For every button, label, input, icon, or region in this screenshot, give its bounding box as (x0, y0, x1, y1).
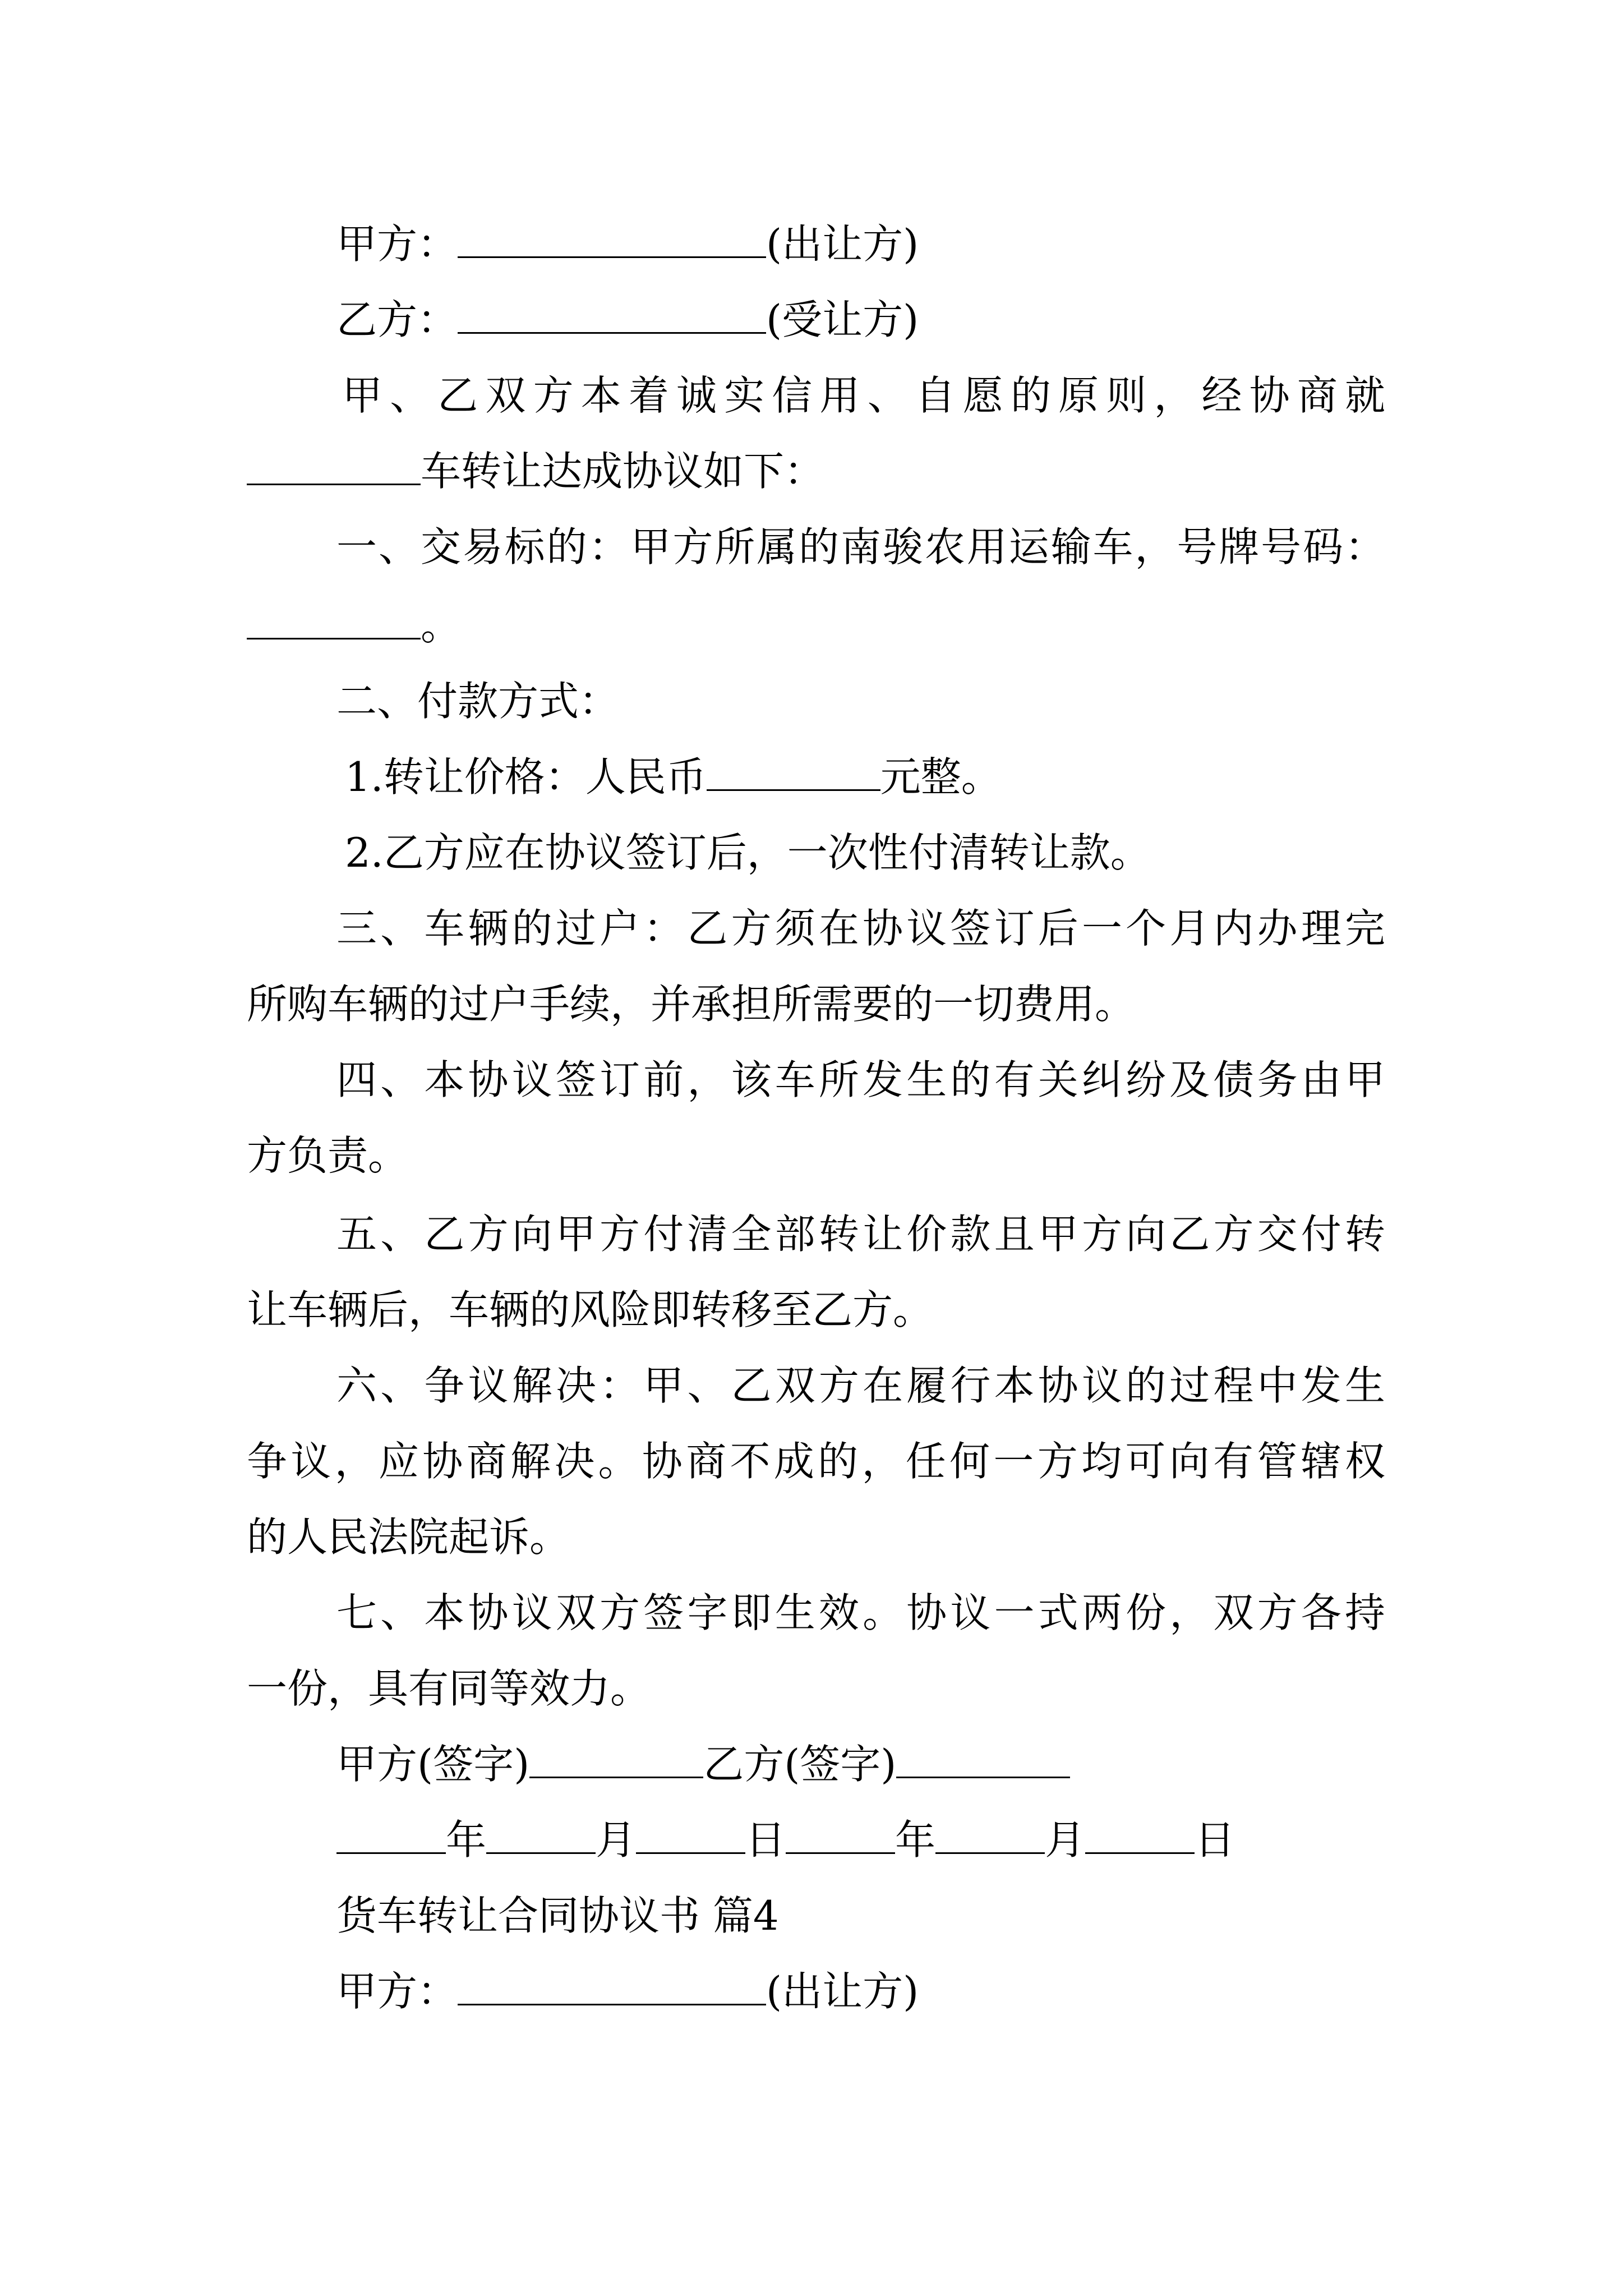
party-a-label: 甲方： (336, 220, 458, 268)
clause-6-line-2: 争议，应协商解决。协商不成的，任何一方均可向有管辖权 (247, 1438, 1385, 1485)
day-a-blank (636, 1815, 745, 1854)
party-b-blank (458, 295, 766, 334)
clause-2-1-suffix: 元整。 (880, 753, 1002, 800)
intro-line-1: 甲、乙双方本着诚实信用、自愿的原则，经协商就 (342, 372, 1385, 419)
clause-1-line-2 (247, 597, 461, 654)
clause-6-line-1: 六、争议解决：甲、乙双方在履行本协议的过程中发生 (336, 1362, 1385, 1409)
party-a-role: (出让方) (766, 220, 919, 268)
day-b-blank (1085, 1815, 1195, 1854)
clause-6-line-3: 的人民法院起诉。 (247, 1513, 570, 1561)
party-b-line (336, 292, 919, 348)
party-a-line (336, 216, 919, 272)
party-b-label: 乙方： (336, 296, 458, 343)
clause-2-1-line (345, 749, 1002, 805)
next-party-a-role: (出让方) (766, 1968, 919, 2015)
next-section-title: 货车转让合同协议书 篇4 (336, 1892, 779, 1939)
sign-b-label: 乙方(签字) (703, 1741, 897, 1788)
next-party-a-label: 甲方： (336, 1968, 458, 2015)
clause-2-title: 二、付款方式： (336, 678, 620, 725)
year-a-label: 年 (446, 1816, 487, 1864)
price-blank (707, 752, 880, 791)
clause-5-line-2: 让车辆后，车辆的风险即转移至乙方。 (247, 1286, 934, 1333)
clause-3-line-1: 三、车辆的过户：乙方须在协议签订后一个月内办理完 (336, 905, 1385, 952)
clause-1-line-1: 一、交易标的：甲方所属的南骏农用运输车，号牌号码： (336, 523, 1385, 570)
sign-a-blank (529, 1740, 703, 1778)
month-a-blank (486, 1815, 596, 1854)
day-b-label: 日 (1195, 1816, 1235, 1864)
next-party-a-line (336, 1963, 919, 2019)
month-a-label: 月 (596, 1816, 637, 1864)
plate-number-blank (247, 601, 421, 639)
intro-line-2 (247, 443, 824, 499)
intro-text-2: 车转让达成协议如下： (421, 448, 825, 495)
signature-line (336, 1736, 1070, 1792)
clause-1-end: 。 (421, 602, 462, 649)
sign-b-blank (896, 1740, 1070, 1778)
clause-2-1-label: 1.转让价格：人民币 (345, 753, 707, 800)
day-a-label: 日 (745, 1816, 786, 1864)
clause-5-line-1: 五、乙方向甲方付清全部转让价款且甲方向乙方交付转 (336, 1211, 1385, 1258)
next-party-a-blank (458, 1967, 766, 2005)
sign-a-label: 甲方(签字) (336, 1741, 530, 1788)
year-b-label: 年 (895, 1816, 936, 1864)
month-b-label: 月 (1045, 1816, 1086, 1864)
clause-3-line-2: 所购车辆的过户手续，并承担所需要的一切费用。 (247, 981, 1136, 1028)
party-a-blank (458, 219, 766, 258)
clause-2-2-line: 2.乙方应在协议签订后，一次性付清转让款。 (345, 829, 1151, 876)
year-a-blank (336, 1815, 446, 1854)
clause-7-line-1: 七、本协议双方签字即生效。协议一式两份，双方各持 (336, 1589, 1385, 1636)
date-line (336, 1812, 1235, 1868)
clause-7-line-2: 一份，具有同等效力。 (247, 1665, 651, 1712)
vehicle-blank (247, 447, 421, 485)
party-b-role: (受让方) (766, 296, 919, 343)
month-b-blank (935, 1815, 1045, 1854)
clause-4-line-2: 方负责。 (247, 1132, 409, 1179)
year-b-blank (786, 1815, 895, 1854)
clause-4-line-1: 四、本协议签订前，该车所发生的有关纠纷及债务由甲 (336, 1056, 1385, 1103)
